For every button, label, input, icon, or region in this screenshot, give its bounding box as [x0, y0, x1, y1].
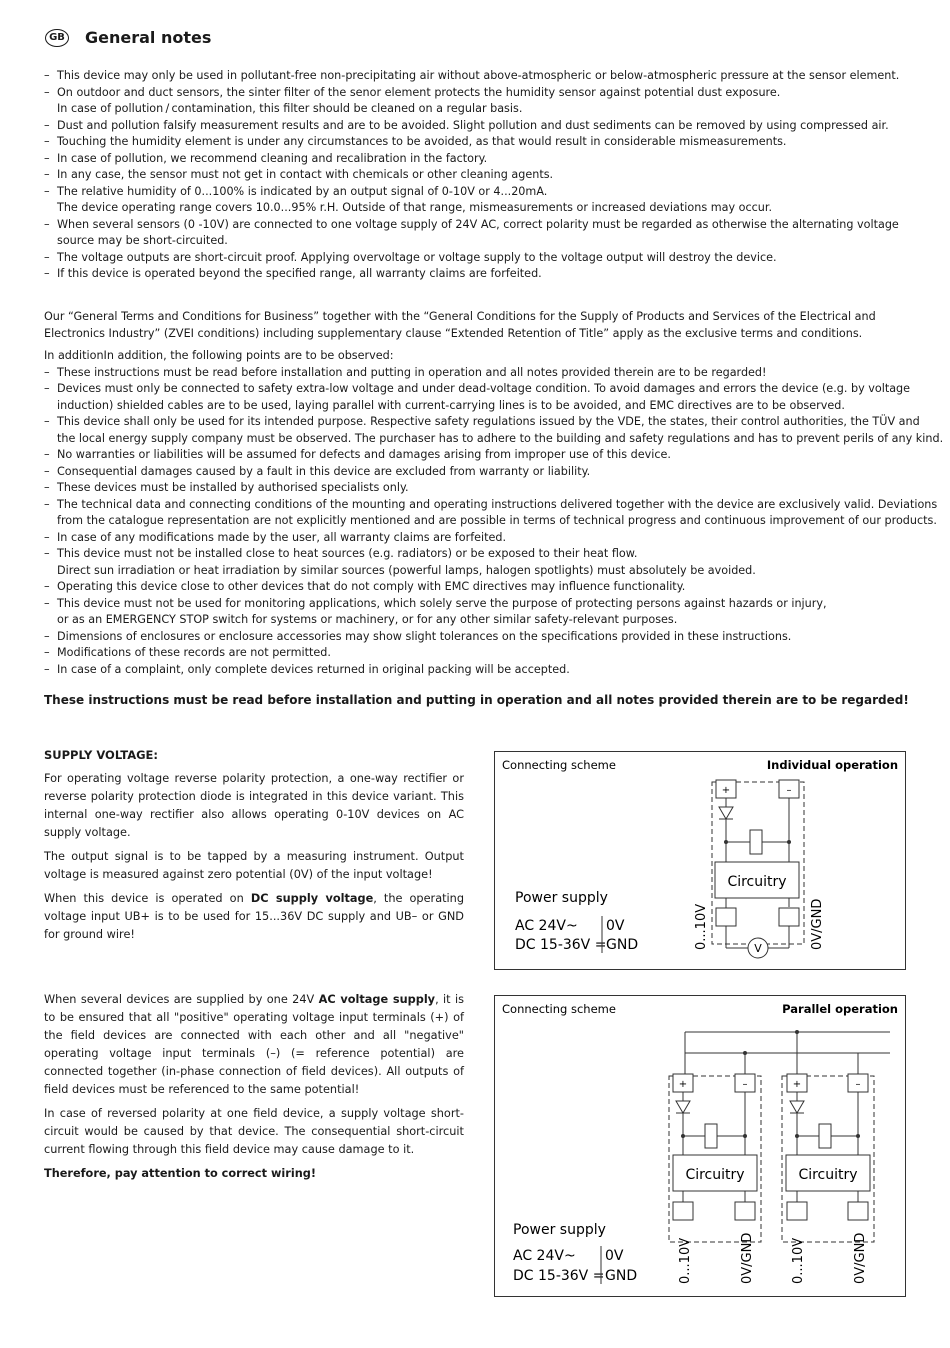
- page-header: [45, 28, 211, 47]
- list-item-continuation: induction) shielded cables are to be used, laying parallel with current-carrying lines is to be avoided, and EMC directives are to be observed.: [57, 398, 845, 412]
- list-item: [44, 381, 914, 398]
- diode-symbol: [719, 807, 733, 819]
- list-item: [44, 629, 914, 646]
- terminal-out: [673, 1202, 693, 1220]
- list-item: [44, 497, 938, 514]
- list-item: [44, 480, 914, 497]
- supply-paragraph-2: The output signal is to be tapped by a measuring instrument. Output voltage is measured against zero potential (0V) of the input voltage!: [44, 850, 464, 881]
- list-item-continuation: from the catalogue representation are not explicitly mentioned and are possible in terms of technical progress and continuous improvement of our products.: [57, 514, 937, 527]
- list-item: [44, 662, 914, 679]
- individual-scheme-drawing: [495, 752, 905, 969]
- list-item-text: Devices must only be connected to safety extra-low voltage and under dead-voltage condition. To avoid damages and errors the device (e.g. by voltage: [57, 382, 911, 395]
- list-item-text: In case of pollution, we recommend cleaning and recalibration in the factory.: [57, 151, 488, 165]
- circuitry-label: Circuitry: [727, 874, 787, 890]
- list-dash: –: [44, 382, 50, 395]
- junction-dot: [724, 840, 728, 844]
- power-0v-label: 0V: [606, 918, 625, 934]
- circuitry-label: Circuitry: [798, 1167, 858, 1183]
- supply-p3-pre: When this device is operated on: [44, 892, 251, 905]
- list-item-text: The technical data and connecting conditions of the mounting and operating instructions delivered together with the device are exclusively valid. Deviations: [57, 497, 938, 511]
- list-dash: –: [44, 85, 50, 99]
- list-item: [44, 546, 914, 563]
- list-item-text: The relative humidity of 0...100% is indicated by an output signal of 0-10V or 4...20mA.: [57, 184, 548, 198]
- power-dc-label: DC 15-36V =: [515, 937, 607, 953]
- list-item-continuation: Direct sun irradiation or heat irradiation by similar sources (powerful lamps, halogen spotlights) must absolutely be avoided.: [57, 563, 756, 577]
- list-item-text: In case of a complaint, only complete devices returned in original packing will be accepted.: [57, 662, 570, 676]
- terminal-out: [716, 908, 736, 926]
- terminal-gnd: [779, 908, 799, 926]
- list-item-text: These instructions must be read before installation and putting in operation and all notes provided therein are to be regarded!: [57, 365, 767, 379]
- list-dash: –: [44, 217, 50, 231]
- list-item: [44, 530, 914, 547]
- supply-p4-bold: AC voltage supply: [318, 993, 436, 1006]
- list-dash: –: [44, 497, 50, 511]
- list-dash: –: [44, 250, 50, 264]
- language-badge: GB: [45, 29, 69, 47]
- supply-p3-bold: DC supply voltage: [250, 892, 374, 905]
- connecting-scheme-individual: [494, 751, 906, 970]
- list-dash: –: [44, 151, 50, 165]
- scheme-label: Connecting scheme: [502, 758, 616, 772]
- list-item-text: This device shall only be used for its intended purpose. Respective safety regulations issued by the VDE, the states, their control authorities, the TÜV and: [57, 415, 920, 428]
- output-label-gnd: 0V/GND: [810, 898, 825, 950]
- list-dash: –: [44, 481, 50, 494]
- list-dash: –: [44, 547, 50, 560]
- output-label-0-10v: 0...10V: [791, 1237, 806, 1284]
- list-item-text: This device may only be used in pollutant-free non-precipitating air without above-atmospheric or below-atmospheric pressure at the sensor element.: [57, 69, 900, 82]
- list-item: [44, 365, 914, 382]
- terminal-minus-label: –: [742, 1079, 748, 1090]
- terms-line-2: Electronics Industry” (ZVEI conditions) including supplementary clause “Extended Retention of Title” apply as the exclusive terms and conditions.: [44, 326, 863, 340]
- list-item: [44, 118, 914, 135]
- junction-dot: [795, 1134, 799, 1138]
- diode-symbol: [790, 1101, 804, 1113]
- additional-intro: [44, 348, 914, 365]
- supply-voltage-text: [44, 770, 464, 950]
- additional-notes-list: [44, 365, 944, 679]
- list-item-text: Dust and pollution falsify measurement results and are to be avoided. Slight pollution and dust sediments can be removed by using compressed air.: [57, 118, 889, 132]
- voltmeter-label: V: [754, 942, 762, 955]
- list-dash: –: [44, 464, 50, 478]
- additional-intro-text: In additionIn addition, the following points are to be observed:: [44, 349, 394, 362]
- terminal-minus-label: –: [786, 785, 792, 796]
- list-item: [44, 579, 914, 596]
- capacitor-symbol: [705, 1124, 717, 1148]
- list-item-text: This device must not be installed close to heat sources (e.g. radiators) or be exposed to their heat flow.: [57, 547, 638, 560]
- terminal-gnd: [848, 1202, 868, 1220]
- terminal-plus-label: +: [792, 1079, 802, 1090]
- list-item-continuation: The device operating range covers 10.0...95% r.H. Outside of that range, mismeasurements or increased deviations may occur.: [57, 201, 772, 214]
- page-title: General notes: [85, 28, 212, 47]
- list-item-text: The voltage outputs are short-circuit proof. Applying overvoltage or voltage supply to the voltage output will destroy the device.: [57, 250, 777, 264]
- list-item: [44, 134, 914, 151]
- terms-line-1: Our “General Terms and Conditions for Business” together with the “General Conditions for the Supply of Products and Services of the Electrical and: [44, 310, 876, 323]
- list-dash: –: [44, 267, 50, 280]
- list-item-continuation: source may be short-circuited.: [57, 234, 228, 247]
- list-item-text: Dimensions of enclosures or enclosure accessories may show slight tolerances on the specifications provided in these instructions.: [57, 629, 792, 643]
- power-dc-label: DC 15-36V =: [513, 1268, 605, 1284]
- list-item-text: Modifications of these records are not permitted.: [57, 646, 331, 659]
- ac-supply-text: [44, 991, 464, 1189]
- power-gnd-label: GND: [606, 937, 639, 953]
- device-2: [782, 1074, 874, 1284]
- list-dash: –: [44, 415, 50, 428]
- terminal-gnd: [735, 1202, 755, 1220]
- list-item: [44, 184, 914, 201]
- list-item-text: If this device is operated beyond the specified range, all warranty claims are forfeited.: [57, 267, 542, 280]
- terminal-plus-label: +: [678, 1079, 688, 1090]
- scheme-mode: Individual operation: [766, 758, 898, 772]
- scheme-mode: Parallel operation: [782, 1002, 898, 1016]
- list-dash: –: [44, 662, 50, 676]
- supply-paragraph-6: Therefore, pay attention to correct wiring!: [44, 1167, 316, 1180]
- list-dash: –: [44, 580, 50, 593]
- list-dash: –: [44, 184, 50, 198]
- capacitor-symbol: [819, 1124, 831, 1148]
- list-item: [44, 85, 914, 102]
- device-1: [669, 1074, 761, 1284]
- list-dash: –: [44, 118, 50, 132]
- terminal-minus-label: –: [855, 1079, 861, 1090]
- list-item: [44, 645, 914, 662]
- list-dash: –: [44, 168, 50, 181]
- terminal-plus-label: +: [721, 785, 731, 796]
- list-dash: –: [44, 135, 50, 148]
- junction-dot: [743, 1051, 747, 1055]
- supply-paragraph-4: [44, 991, 464, 1099]
- capacitor-symbol: [750, 830, 762, 854]
- supply-p4-post: , it is to be ensured that all "positive" operating voltage input terminals (+) of the field devices are connected with each other and all "negative" operating voltage input terminals (–) (= reference potential) are connected together (in-phase connection of field devices). All outputs of field devices must be referenced to the same potential!: [44, 993, 464, 1096]
- circuitry-label: Circuitry: [685, 1167, 745, 1183]
- parallel-scheme-drawing: [495, 996, 905, 1296]
- list-dash: –: [44, 530, 50, 544]
- output-label-gnd: 0V/GND: [740, 1232, 755, 1284]
- list-item-text: Touching the humidity element is under any circumstances to be avoided, as that would result in considerable mismeasurements.: [57, 135, 787, 148]
- supply-paragraph-1: For operating voltage reverse polarity protection, a one-way rectifier or reverse polarity protection diode is integrated in this device variant. This internal one-way rectifier also allows operating 0-10V devices on AC supply voltage.: [44, 772, 464, 839]
- list-dash: –: [44, 596, 50, 610]
- list-item: [44, 250, 914, 267]
- power-supply-label: Power supply: [513, 1222, 606, 1238]
- list-item: [44, 464, 914, 481]
- power-supply-label: Power supply: [515, 890, 608, 906]
- list-item-text: On outdoor and duct sensors, the sinter filter of the senor element protects the humidity sensor against potential dust exposure.: [57, 85, 781, 99]
- list-item-continuation: In case of pollution / contamination, this filter should be cleaned on a regular basis.: [57, 102, 523, 115]
- list-dash: –: [44, 646, 50, 659]
- connecting-scheme-parallel: [494, 995, 906, 1297]
- supply-paragraph-3: [44, 890, 464, 944]
- diode-symbol: [676, 1101, 690, 1113]
- list-item-text: These devices must be installed by authorised specialists only.: [57, 481, 409, 494]
- power-ac-label: AC 24V~: [513, 1248, 576, 1264]
- junction-dot: [681, 1134, 685, 1138]
- scheme-label: Connecting scheme: [502, 1002, 616, 1016]
- junction-dot: [795, 1030, 799, 1034]
- general-notes-list: [44, 68, 914, 283]
- list-item-text: Consequential damages caused by a fault in this device are excluded from warranty or liability.: [57, 464, 591, 478]
- supply-p3-post: , the operating voltage input UB+ is to be used for 15...36V DC supply and UB– or GND for ground wire!: [44, 892, 465, 941]
- list-item: [44, 447, 914, 464]
- list-item-text: When several sensors (0 -10V) are connected to one voltage supply of 24V AC, correct polarity must be regarded as otherwise the alternating voltage: [57, 217, 899, 231]
- terms-paragraph: [44, 309, 914, 342]
- list-item-continuation: or as an EMERGENCY STOP switch for systems or machinery, or for any other similar safety-relevant purposes.: [57, 613, 678, 626]
- list-item-continuation: the local energy supply company must be observed. The purchaser has to adhere to the building and safety regulations and has to prevent perils of any kind.: [57, 431, 944, 445]
- list-item-text: In case of any modifications made by the user, all warranty claims are forfeited.: [57, 530, 507, 544]
- list-item: [44, 68, 914, 85]
- list-item-text: In any case, the sensor must not get in contact with chemicals or other cleaning agents.: [57, 168, 554, 181]
- instructions-notice: These instructions must be read before installation and putting in operation and all notes provided therein are to be regarded!: [44, 693, 909, 707]
- list-dash: –: [44, 365, 50, 379]
- terminal-out: [787, 1202, 807, 1220]
- power-0v-label: 0V: [605, 1248, 624, 1264]
- list-item: [44, 596, 914, 613]
- list-item: [44, 266, 914, 283]
- list-dash: –: [44, 448, 50, 461]
- supply-p4-pre: When several devices are supplied by one 24V: [44, 993, 319, 1006]
- output-label-0-10v: 0...10V: [678, 1237, 693, 1284]
- list-item: [44, 151, 914, 168]
- list-item: [44, 167, 914, 184]
- list-item-text: This device must not be used for monitoring applications, which solely serve the purpose of protecting persons against hazards or injury,: [57, 596, 827, 610]
- output-label-gnd: 0V/GND: [853, 1232, 868, 1284]
- output-label-0-10v: 0...10V: [694, 903, 709, 950]
- supply-voltage-heading: SUPPLY VOLTAGE:: [44, 748, 158, 762]
- list-item: [44, 217, 914, 234]
- list-dash: –: [44, 629, 50, 643]
- list-dash: –: [44, 69, 50, 82]
- list-item-text: Operating this device close to other devices that do not comply with EMC directives may influence functionality.: [57, 580, 686, 593]
- list-item-text: No warranties or liabilities will be assumed for defects and damages arising from improper use of this device.: [57, 448, 671, 461]
- power-gnd-label: GND: [605, 1268, 638, 1284]
- supply-paragraph-5: In case of reversed polarity at one field device, a supply voltage short-circuit would be caused by that device. The consequential short-circuit current flowing through this field device may cause damage to it.: [44, 1107, 464, 1156]
- power-ac-label: AC 24V~: [515, 918, 578, 934]
- list-item: [44, 414, 920, 431]
